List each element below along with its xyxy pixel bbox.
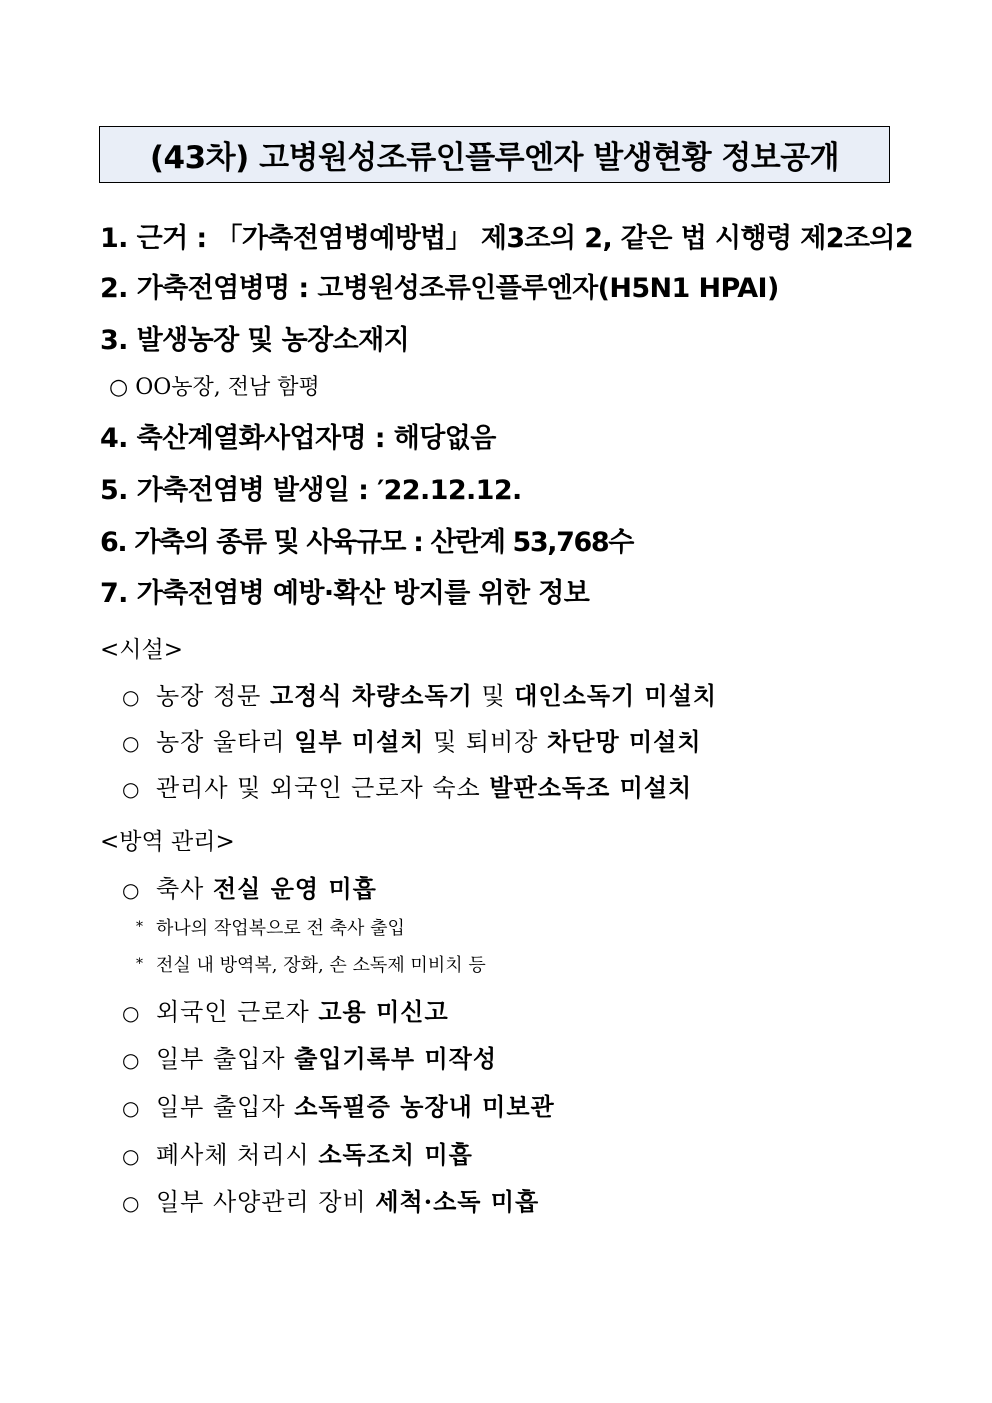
circle-bullet-icon: ○: [122, 1191, 141, 1215]
farm-location-text: OO농장, 전남 함평: [135, 375, 320, 400]
circle-bullet-icon: ○: [122, 1001, 141, 1025]
quarantine-item: ○ 외국인 근로자 고용 미신고: [122, 997, 449, 1026]
section-label-facility: <시설>: [100, 637, 183, 663]
facility-item: ○ 관리사 및 외국인 근로자 숙소 발판소독조 미설치: [122, 773, 693, 802]
quarantine-item: ○ 폐사체 처리시 소독조치 미흡: [122, 1140, 473, 1169]
circle-bullet-icon: ○: [122, 1048, 141, 1072]
heading-farm-location: 3. 발생농장 및 농장소재지: [100, 325, 410, 356]
heading-livestock-scale: 6. 가축의 종류 및 사육규모 : 산란계 53,768수: [100, 527, 633, 558]
farm-location-line: [109, 370, 320, 401]
circle-bullet-icon: ○: [122, 777, 141, 801]
quarantine-item: ○ 축사 전실 운영 미흡: [122, 874, 377, 903]
quarantine-note: * 전실 내 방역복, 장화, 손 소독제 미비치 등: [136, 955, 486, 976]
section-label-quarantine: <방역 관리>: [100, 829, 235, 855]
heading-disease-name: 2. 가축전염병명 : 고병원성조류인플루엔자(H5N1 HPAI): [100, 273, 779, 304]
circle-bullet-icon: ○: [122, 1096, 141, 1120]
page-title: (43차) 고병원성조류인플루엔자 발생현황 정보공개: [99, 126, 890, 183]
heading-prevention-info: 7. 가축전염병 예방·확산 방지를 위한 정보: [100, 578, 590, 609]
quarantine-item: ○ 일부 출입자 출입기록부 미작성: [122, 1044, 498, 1073]
facility-item: ○ 농장 정문 고정식 차량소독기 및 대인소독기 미설치: [122, 681, 718, 710]
circle-bullet-icon: ○: [122, 731, 141, 755]
facility-item: ○ 농장 울타리 일부 미설치 및 퇴비장 차단망 미설치: [122, 727, 702, 756]
circle-bullet-icon: ○: [122, 1144, 141, 1168]
circle-bullet-icon: ○: [122, 878, 141, 902]
quarantine-item: ○ 일부 사양관리 장비 세척·소독 미흡: [122, 1187, 540, 1216]
circle-bullet-icon: ○: [109, 375, 129, 400]
circle-bullet-icon: ○: [122, 685, 141, 709]
heading-integrator: 4. 축산계열화사업자명 : 해당없음: [100, 423, 496, 454]
quarantine-item: ○ 일부 출입자 소독필증 농장내 미보관: [122, 1092, 555, 1121]
heading-outbreak-date: 5. 가축전염병 발생일 : ′22.12.12.: [100, 475, 522, 506]
asterisk-icon: *: [136, 956, 143, 972]
quarantine-note: * 하나의 작업복으로 전 축사 출입: [136, 918, 405, 939]
asterisk-icon: *: [136, 919, 143, 935]
heading-legal-basis: 1. 근거 : 「가축전염병예방법」 제3조의 2, 같은 법 시행령 제2조의2: [100, 223, 914, 254]
